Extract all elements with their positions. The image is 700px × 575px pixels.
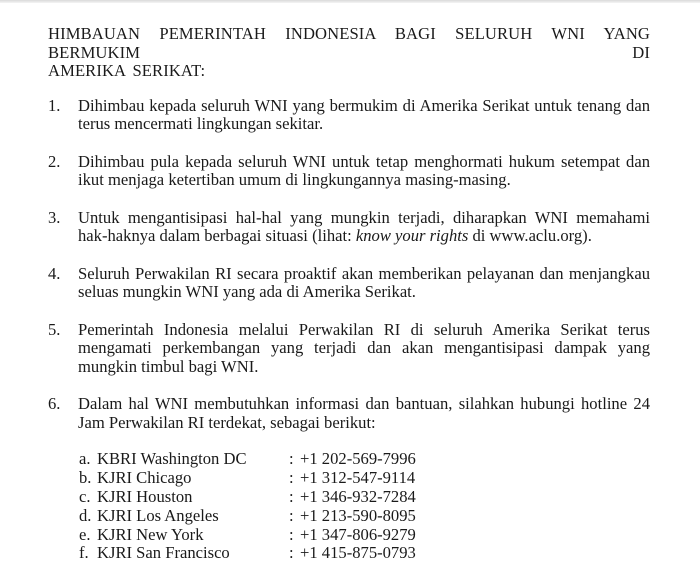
hotline-letter: d. [79,505,92,525]
hotline-separator: : [289,543,294,563]
hotline-list [79,450,650,563]
hotline-name: KJRI Chicago [97,467,192,487]
hotline-phone: +1 312-547-9114 [300,467,416,487]
hotline-row [79,450,650,469]
hotline-row [79,488,650,507]
item-text: Dihimbau kepada seluruh WNI yang bermukim di Amerika Serikat untuk tenang dan terus mencermati lingkungan sekitar. [78,95,650,133]
hotline-separator: : [289,524,294,544]
document-page [48,25,650,563]
item-number: 6. [48,394,61,413]
hotline-name: KJRI Houston [97,486,193,506]
hotline-separator: : [289,467,294,487]
hotline-name: KBRI Washington DC [97,449,247,468]
item-number: 1. [48,95,61,115]
hotline-phone: +1 346-932-7284 [300,486,416,506]
hotline-separator: : [289,505,294,525]
hotline-letter: b. [79,467,92,487]
list-item-1 [48,97,650,134]
hotline-phone: +1 415-875-0793 [300,543,416,563]
hotline-phone: +1 202-569-7996 [300,449,416,468]
hotline-row [79,544,650,563]
list-item-6 [48,395,650,432]
hotline-row [79,526,650,545]
item-number: 2. [48,151,61,171]
list-item-2 [48,153,650,190]
list-item-5 [48,321,650,377]
item-text: Dihimbau pula kepada seluruh WNI untuk tetap menghormati hukum setempat dan ikut menjaga ketertiban umum di lingkungannya masing-masing. [78,151,650,189]
hotline-name: KJRI San Francisco [97,543,230,563]
hotline-row [79,507,650,526]
list-item-4 [48,265,650,302]
hotline-name: KJRI New York [97,524,204,544]
hotline-phone: +1 213-590-8095 [300,505,416,525]
hotline-letter: f. [79,543,89,563]
hotline-letter: e. [79,524,91,544]
item-text [78,209,650,246]
hotline-separator: : [289,486,294,506]
hotline-row [79,469,650,488]
hotline-name: KJRI Los Angeles [97,505,219,525]
page-top-edge [0,0,700,3]
item-text: Pemerintah Indonesia melalui Perwakilan RI di seluruh Amerika Serikat terus mengamati perkembangan yang terjadi dan akan mengantisipasi dampak yang mungkin timbul bagi WNI. [78,319,650,376]
item-number: 4. [48,263,61,283]
hotline-separator: : [289,449,294,468]
heading-line-1: HIMBAUAN PEMERINTAH INDONESIA BAGI SELURUH WNI YANG BERMUKIM DI [48,24,650,62]
hotline-letter: c. [79,486,91,506]
item-number: 5. [48,319,61,339]
list-item-3 [48,209,650,246]
item-number: 3. [48,207,61,227]
hotline-phone: +1 347-806-9279 [300,524,416,544]
document-heading [48,25,650,81]
item-text: Dalam hal WNI membutuhkan informasi dan bantuan, silahkan hubungi hotline 24 Jam Perwakilan RI terdekat, sebagai berikut: [78,394,650,432]
know-your-rights-emphasis: know your rights [355,226,469,245]
hotline-letter: a. [79,449,91,468]
item-text-before: Untuk mengantisipasi hal-hal yang mungkin terjadi, diharapkan WNI memahami hak-haknya dalam berbagai situasi (lihat: [78,207,650,245]
item-text: Seluruh Perwakilan RI secara proaktif akan memberikan pelayanan dan menjangkau seluas mungkin WNI yang ada di Amerika Serikat. [78,263,650,301]
item-text-after: di www.aclu.org). [468,226,592,245]
heading-line-2: AMERIKA SERIKAT: [48,61,206,80]
